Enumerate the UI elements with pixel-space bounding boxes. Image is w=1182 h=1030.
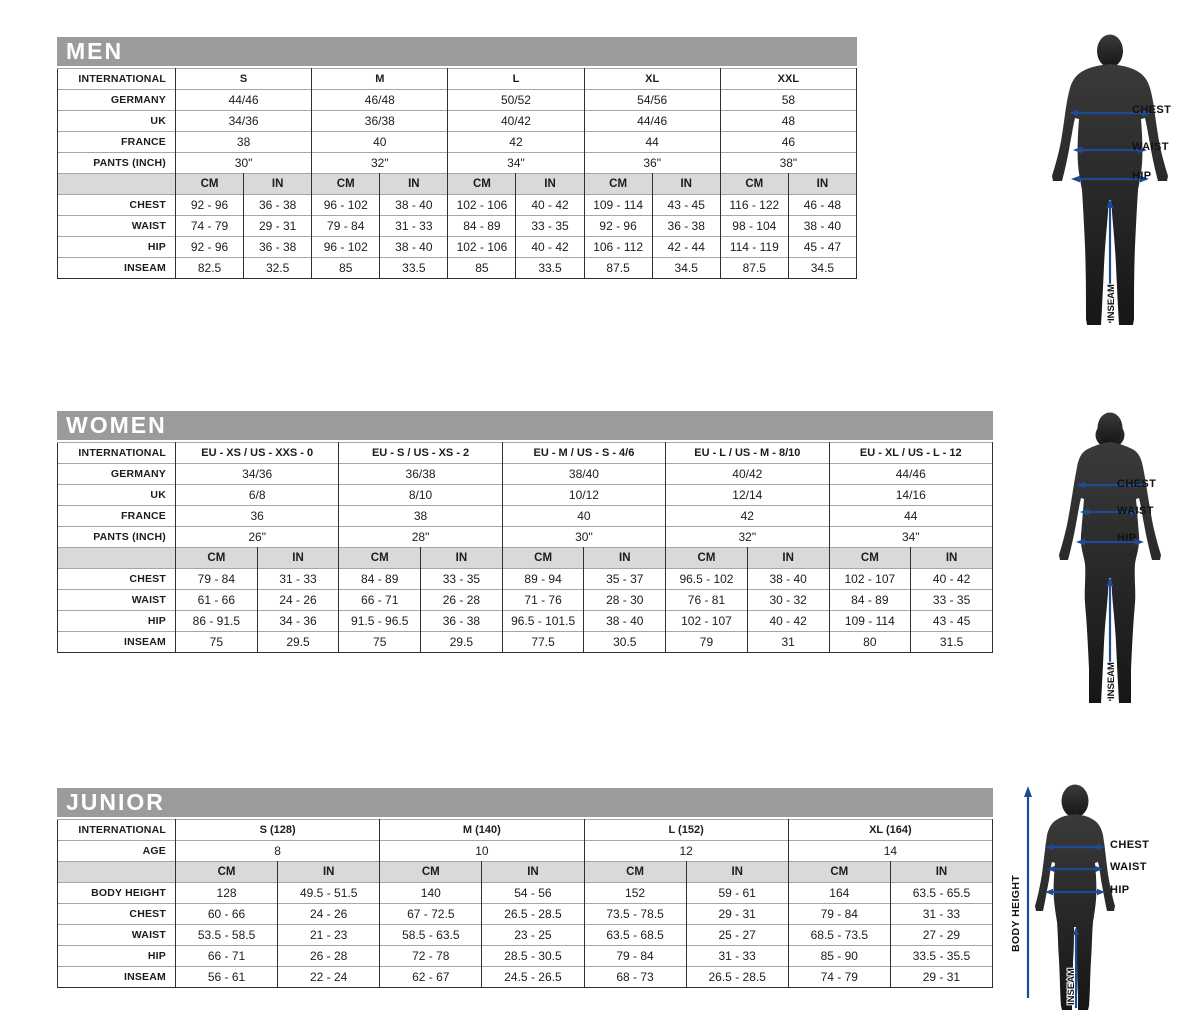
measure-in-value: 31.5 — [911, 632, 993, 653]
measure-cm-value: 80 — [829, 632, 911, 653]
size-value-cell: 32" — [666, 527, 829, 548]
men-chest-label: CHEST — [1132, 104, 1172, 116]
junior-size-table — [57, 819, 993, 988]
size-value-cell: 8/10 — [339, 485, 502, 506]
size-value-cell: 38" — [720, 153, 856, 174]
size-value-cell: 38 — [339, 506, 502, 527]
row-label: GERMANY — [58, 464, 176, 485]
measure-cm-value: 102 - 106 — [448, 195, 516, 216]
measure-cm-value: 84 - 89 — [829, 590, 911, 611]
measure-cm-value: 79 - 84 — [312, 216, 380, 237]
measure-cm-value: 92 - 96 — [176, 195, 244, 216]
unit-cm-header: CM — [380, 862, 482, 883]
measure-in-value: 38 - 40 — [380, 195, 448, 216]
measure-in-value: 34 - 36 — [257, 611, 339, 632]
measure-cm-value: 164 — [788, 883, 890, 904]
size-value-cell: 8 — [176, 841, 380, 862]
size-value-cell: 44/46 — [584, 111, 720, 132]
row-label: CHEST — [58, 569, 176, 590]
row-label: HIP — [58, 237, 176, 258]
row-label: HIP — [58, 946, 176, 967]
measure-in-value: 29.5 — [257, 632, 339, 653]
row-label: INTERNATIONAL — [58, 820, 176, 841]
measure-in-value: 31 - 33 — [686, 946, 788, 967]
size-value-cell: 42 — [448, 132, 584, 153]
size-value-cell: 48 — [720, 111, 856, 132]
size-value-cell: 36/38 — [312, 111, 448, 132]
unit-cm-header: CM — [502, 548, 584, 569]
junior-measurement-figure — [995, 782, 1180, 1027]
measure-cm-value: 79 — [666, 632, 748, 653]
measure-cm-value: 152 — [584, 883, 686, 904]
measure-cm-value: 85 — [312, 258, 380, 279]
size-value-cell: 14/16 — [829, 485, 993, 506]
size-value-cell: 54/56 — [584, 90, 720, 111]
measure-in-value: 33.5 - 35.5 — [890, 946, 992, 967]
row-label: AGE — [58, 841, 176, 862]
size-value-cell: 10/12 — [502, 485, 665, 506]
measure-in-value: 38 - 40 — [747, 569, 829, 590]
size-value-cell: XXL — [720, 69, 856, 90]
junior-section-title: JUNIOR — [57, 788, 993, 817]
measure-in-value: 24 - 26 — [257, 590, 339, 611]
measure-in-value: 22 - 24 — [278, 967, 380, 988]
size-value-cell: EU - S / US - XS - 2 — [339, 443, 502, 464]
size-value-cell: 32" — [312, 153, 448, 174]
measure-cm-value: 102 - 106 — [448, 237, 516, 258]
measure-cm-value: 61 - 66 — [176, 590, 258, 611]
measure-in-value: 45 - 47 — [788, 237, 856, 258]
measure-cm-value: 67 - 72.5 — [380, 904, 482, 925]
measure-in-value: 36 - 38 — [652, 216, 720, 237]
measure-cm-value: 58.5 - 63.5 — [380, 925, 482, 946]
unit-cm-header: CM — [788, 862, 890, 883]
measure-in-value: 27 - 29 — [890, 925, 992, 946]
measure-cm-value: 102 - 107 — [666, 611, 748, 632]
measure-in-value: 49.5 - 51.5 — [278, 883, 380, 904]
row-label: INSEAM — [58, 258, 176, 279]
size-value-cell: 34/36 — [176, 464, 339, 485]
measure-cm-value: 66 - 71 — [339, 590, 421, 611]
measure-in-value: 31 - 33 — [380, 216, 448, 237]
women-chest-label: CHEST — [1117, 478, 1157, 490]
measure-cm-value: 128 — [176, 883, 278, 904]
measure-in-value: 38 - 40 — [788, 216, 856, 237]
measure-in-value: 31 - 33 — [257, 569, 339, 590]
size-value-cell: 6/8 — [176, 485, 339, 506]
unit-cm-header: CM — [176, 862, 278, 883]
measure-in-value: 30.5 — [584, 632, 666, 653]
size-value-cell: L (152) — [584, 820, 788, 841]
women-size-table-section — [57, 411, 993, 653]
unit-cm-header: CM — [666, 548, 748, 569]
measure-in-value: 34.5 — [788, 258, 856, 279]
row-label: INSEAM — [58, 967, 176, 988]
measure-cm-value: 62 - 67 — [380, 967, 482, 988]
size-value-cell: 44/46 — [176, 90, 312, 111]
women-size-table — [57, 442, 993, 653]
unit-in-header: IN — [788, 174, 856, 195]
child-silhouette-icon — [995, 782, 1145, 1017]
measure-cm-value: 106 - 112 — [584, 237, 652, 258]
row-label: UK — [58, 485, 176, 506]
men-measurement-figure — [1035, 33, 1182, 333]
row-label: FRANCE — [58, 132, 176, 153]
measure-cm-value: 85 — [448, 258, 516, 279]
row-label: CHEST — [58, 195, 176, 216]
measure-cm-value: 109 - 114 — [829, 611, 911, 632]
junior-hip-label: HIP — [1110, 884, 1130, 896]
measure-in-value: 33 - 35 — [516, 216, 584, 237]
size-value-cell: 34" — [448, 153, 584, 174]
women-inseam-label: INSEAM — [1106, 662, 1117, 699]
row-label: FRANCE — [58, 506, 176, 527]
measure-cm-value: 87.5 — [584, 258, 652, 279]
measure-in-value: 26.5 - 28.5 — [482, 904, 584, 925]
size-value-cell: S (128) — [176, 820, 380, 841]
unit-in-header: IN — [686, 862, 788, 883]
measure-cm-value: 68 - 73 — [584, 967, 686, 988]
measure-in-value: 23 - 25 — [482, 925, 584, 946]
unit-cm-header: CM — [584, 862, 686, 883]
unit-in-header: IN — [584, 548, 666, 569]
unit-cm-header: CM — [312, 174, 380, 195]
measure-cm-value: 92 - 96 — [584, 216, 652, 237]
measure-in-value: 28 - 30 — [584, 590, 666, 611]
unit-cm-header: CM — [448, 174, 516, 195]
men-waist-label: WAIST — [1132, 141, 1169, 153]
size-value-cell: 40 — [502, 506, 665, 527]
junior-inseam-label: INSEAM — [1066, 968, 1077, 1005]
size-value-cell: S — [176, 69, 312, 90]
measure-in-value: 26.5 - 28.5 — [686, 967, 788, 988]
size-value-cell: 40/42 — [448, 111, 584, 132]
measure-in-value: 24.5 - 26.5 — [482, 967, 584, 988]
measure-in-value: 38 - 40 — [584, 611, 666, 632]
size-value-cell: EU - XL / US - L - 12 — [829, 443, 993, 464]
size-value-cell: 30" — [502, 527, 665, 548]
measure-cm-value: 74 - 79 — [176, 216, 244, 237]
size-value-cell: 26" — [176, 527, 339, 548]
measure-in-value: 34.5 — [652, 258, 720, 279]
size-value-cell: M — [312, 69, 448, 90]
measure-in-value: 26 - 28 — [278, 946, 380, 967]
measure-in-value: 40 - 42 — [516, 237, 584, 258]
measure-cm-value: 60 - 66 — [176, 904, 278, 925]
measure-cm-value: 84 - 89 — [448, 216, 516, 237]
row-label: CHEST — [58, 904, 176, 925]
measure-cm-value: 89 - 94 — [502, 569, 584, 590]
size-value-cell: 10 — [380, 841, 584, 862]
measure-in-value: 40 - 42 — [516, 195, 584, 216]
measure-cm-value: 98 - 104 — [720, 216, 788, 237]
unit-in-header: IN — [257, 548, 339, 569]
measure-in-value: 59 - 61 — [686, 883, 788, 904]
women-section-title: WOMEN — [57, 411, 993, 440]
measure-cm-value: 92 - 96 — [176, 237, 244, 258]
size-value-cell: 28" — [339, 527, 502, 548]
measure-cm-value: 116 - 122 — [720, 195, 788, 216]
junior-chest-label: CHEST — [1110, 839, 1150, 851]
measure-in-value: 33.5 — [380, 258, 448, 279]
measure-in-value: 38 - 40 — [380, 237, 448, 258]
measure-cm-value: 77.5 — [502, 632, 584, 653]
size-value-cell: 58 — [720, 90, 856, 111]
measure-cm-value: 56 - 61 — [176, 967, 278, 988]
measure-in-value: 33 - 35 — [911, 590, 993, 611]
size-value-cell: L — [448, 69, 584, 90]
measure-cm-value: 114 - 119 — [720, 237, 788, 258]
size-value-cell: 50/52 — [448, 90, 584, 111]
measure-in-value: 26 - 28 — [421, 590, 503, 611]
measure-cm-value: 73.5 - 78.5 — [584, 904, 686, 925]
size-value-cell: 12/14 — [666, 485, 829, 506]
measure-in-value: 24 - 26 — [278, 904, 380, 925]
unit-cm-header: CM — [829, 548, 911, 569]
size-value-cell: 42 — [666, 506, 829, 527]
measure-cm-value: 66 - 71 — [176, 946, 278, 967]
unit-in-header: IN — [890, 862, 992, 883]
row-label — [58, 548, 176, 569]
size-value-cell: 38 — [176, 132, 312, 153]
measure-cm-value: 102 - 107 — [829, 569, 911, 590]
unit-in-header: IN — [278, 862, 380, 883]
measure-in-value: 40 - 42 — [747, 611, 829, 632]
measure-cm-value: 76 - 81 — [666, 590, 748, 611]
measure-cm-value: 53.5 - 58.5 — [176, 925, 278, 946]
size-value-cell: EU - M / US - S - 4/6 — [502, 443, 665, 464]
row-label: PANTS (INCH) — [58, 527, 176, 548]
size-value-cell: 40/42 — [666, 464, 829, 485]
measure-cm-value: 96 - 102 — [312, 195, 380, 216]
women-measurement-figure — [1035, 412, 1182, 712]
unit-cm-header: CM — [176, 174, 244, 195]
measure-cm-value: 86 - 91.5 — [176, 611, 258, 632]
unit-cm-header: CM — [176, 548, 258, 569]
size-value-cell: 14 — [788, 841, 992, 862]
measure-cm-value: 79 - 84 — [788, 904, 890, 925]
size-value-cell: 34/36 — [176, 111, 312, 132]
row-label: UK — [58, 111, 176, 132]
measure-in-value: 40 - 42 — [911, 569, 993, 590]
measure-in-value: 43 - 45 — [911, 611, 993, 632]
unit-in-header: IN — [380, 174, 448, 195]
unit-in-header: IN — [421, 548, 503, 569]
unit-in-header: IN — [516, 174, 584, 195]
row-label: INSEAM — [58, 632, 176, 653]
measure-in-value: 63.5 - 65.5 — [890, 883, 992, 904]
measure-cm-value: 79 - 84 — [584, 946, 686, 967]
measure-in-value: 33.5 — [516, 258, 584, 279]
unit-in-header: IN — [911, 548, 993, 569]
row-label: WAIST — [58, 925, 176, 946]
measure-in-value: 36 - 38 — [421, 611, 503, 632]
female-silhouette-icon — [1035, 412, 1182, 704]
measure-cm-value: 63.5 - 68.5 — [584, 925, 686, 946]
row-label: GERMANY — [58, 90, 176, 111]
size-value-cell: 12 — [584, 841, 788, 862]
unit-cm-header: CM — [584, 174, 652, 195]
measure-in-value: 32.5 — [244, 258, 312, 279]
measure-cm-value: 96.5 - 102 — [666, 569, 748, 590]
size-value-cell: 46/48 — [312, 90, 448, 111]
measure-in-value: 46 - 48 — [788, 195, 856, 216]
measure-in-value: 36 - 38 — [244, 195, 312, 216]
size-value-cell: XL — [584, 69, 720, 90]
measure-in-value: 29 - 31 — [890, 967, 992, 988]
measure-cm-value: 109 - 114 — [584, 195, 652, 216]
men-inseam-label: INSEAM — [1106, 284, 1117, 321]
measure-in-value: 31 - 33 — [890, 904, 992, 925]
male-silhouette-icon — [1035, 33, 1182, 333]
measure-in-value: 43 - 45 — [652, 195, 720, 216]
measure-cm-value: 74 - 79 — [788, 967, 890, 988]
measure-in-value: 28.5 - 30.5 — [482, 946, 584, 967]
measure-in-value: 33 - 35 — [421, 569, 503, 590]
unit-in-header: IN — [747, 548, 829, 569]
row-label: BODY HEIGHT — [58, 883, 176, 904]
size-value-cell: 36 — [176, 506, 339, 527]
measure-cm-value: 75 — [176, 632, 258, 653]
measure-in-value: 29 - 31 — [244, 216, 312, 237]
measure-cm-value: 82.5 — [176, 258, 244, 279]
unit-in-header: IN — [652, 174, 720, 195]
measure-in-value: 21 - 23 — [278, 925, 380, 946]
men-size-table-section — [57, 37, 857, 279]
junior-waist-label: WAIST — [1110, 861, 1147, 873]
size-value-cell: 44/46 — [829, 464, 993, 485]
junior-body-height-label: BODY HEIGHT — [1010, 874, 1022, 952]
size-value-cell: 38/40 — [502, 464, 665, 485]
measure-in-value: 31 — [747, 632, 829, 653]
measure-in-value: 30 - 32 — [747, 590, 829, 611]
size-value-cell: 30" — [176, 153, 312, 174]
size-value-cell: 34" — [829, 527, 993, 548]
measure-cm-value: 79 - 84 — [176, 569, 258, 590]
unit-in-header: IN — [244, 174, 312, 195]
size-value-cell: 44 — [584, 132, 720, 153]
measure-in-value: 25 - 27 — [686, 925, 788, 946]
row-label — [58, 174, 176, 195]
measure-in-value: 29.5 — [421, 632, 503, 653]
measure-cm-value: 71 - 76 — [502, 590, 584, 611]
junior-size-table-section — [57, 788, 993, 988]
measure-cm-value: 87.5 — [720, 258, 788, 279]
men-size-table — [57, 68, 857, 279]
men-section-title: MEN — [57, 37, 857, 66]
unit-cm-header: CM — [339, 548, 421, 569]
women-waist-label: WAIST — [1117, 505, 1154, 517]
measure-cm-value: 72 - 78 — [380, 946, 482, 967]
size-value-cell: 40 — [312, 132, 448, 153]
row-label: PANTS (INCH) — [58, 153, 176, 174]
size-value-cell: EU - L / US - M - 8/10 — [666, 443, 829, 464]
size-value-cell: EU - XS / US - XXS - 0 — [176, 443, 339, 464]
measure-in-value: 54 - 56 — [482, 883, 584, 904]
row-label: WAIST — [58, 216, 176, 237]
row-label: INTERNATIONAL — [58, 69, 176, 90]
unit-cm-header: CM — [720, 174, 788, 195]
row-label: INTERNATIONAL — [58, 443, 176, 464]
measure-cm-value: 140 — [380, 883, 482, 904]
measure-in-value: 35 - 37 — [584, 569, 666, 590]
measure-cm-value: 85 - 90 — [788, 946, 890, 967]
size-value-cell: 36" — [584, 153, 720, 174]
size-value-cell: XL (164) — [788, 820, 992, 841]
row-label: WAIST — [58, 590, 176, 611]
measure-cm-value: 68.5 - 73.5 — [788, 925, 890, 946]
size-value-cell: M (140) — [380, 820, 584, 841]
men-hip-label: HIP — [1132, 170, 1152, 182]
size-value-cell: 36/38 — [339, 464, 502, 485]
measure-in-value: 42 - 44 — [652, 237, 720, 258]
size-value-cell: 44 — [829, 506, 993, 527]
measure-cm-value: 84 - 89 — [339, 569, 421, 590]
row-label — [58, 862, 176, 883]
women-hip-label: HIP — [1117, 532, 1137, 544]
measure-cm-value: 91.5 - 96.5 — [339, 611, 421, 632]
measure-in-value: 29 - 31 — [686, 904, 788, 925]
measure-in-value: 36 - 38 — [244, 237, 312, 258]
unit-in-header: IN — [482, 862, 584, 883]
row-label: HIP — [58, 611, 176, 632]
measure-cm-value: 96.5 - 101.5 — [502, 611, 584, 632]
measure-cm-value: 96 - 102 — [312, 237, 380, 258]
measure-cm-value: 75 — [339, 632, 421, 653]
size-value-cell: 46 — [720, 132, 856, 153]
